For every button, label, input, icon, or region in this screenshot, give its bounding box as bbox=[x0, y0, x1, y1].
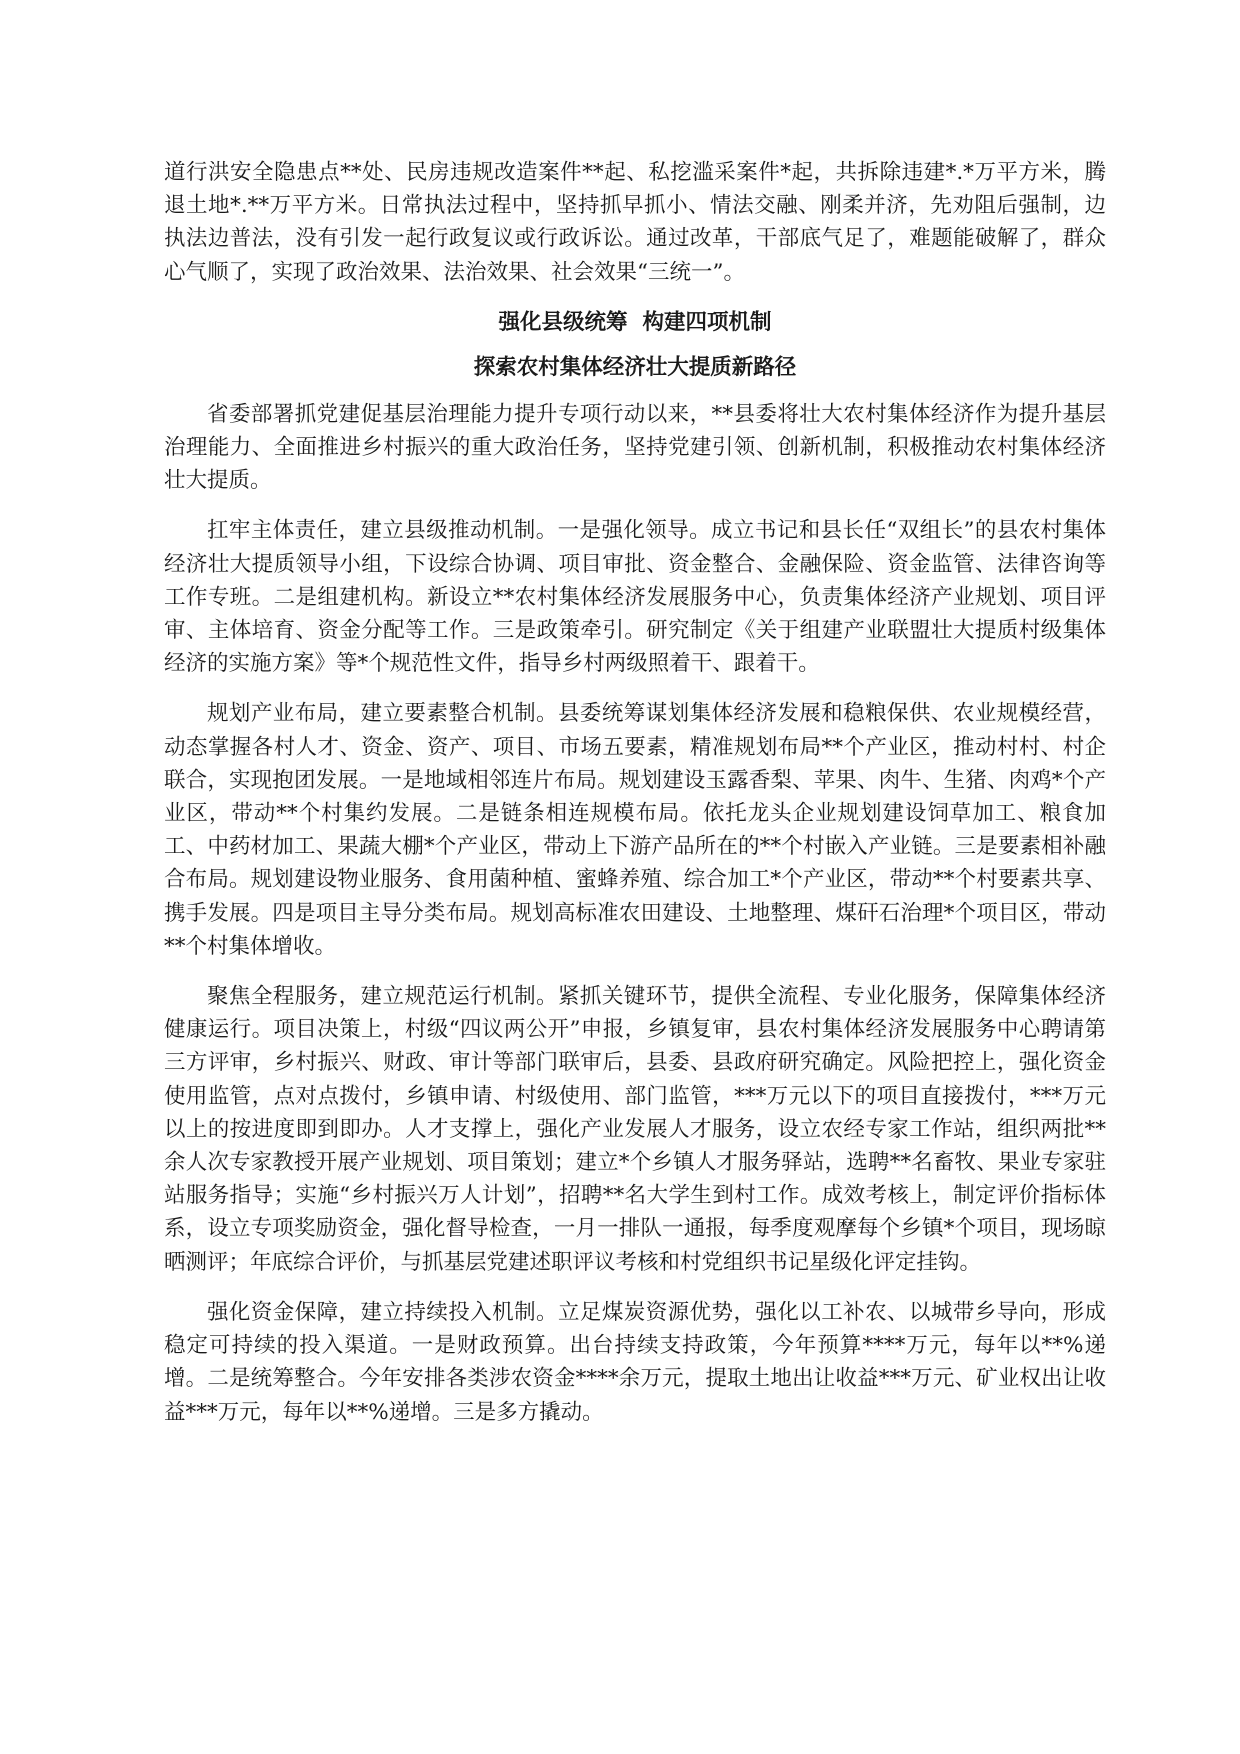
paragraph-funding: 强化资金保障，建立持续投入机制。立足煤炭资源优势，强化以工补农、以城带乡导向，形成稳定可持续的投入渠道。一是财政预算。出台持续支持政策，今年预算****万元，每年以**%递增。二是统筹整合。今年安排各类涉农资金****余万元，提取土地出让收益***万元、矿业权出让收益***万元，每年以**%递增。三是多方撬动。 bbox=[164, 1299, 1106, 1425]
document-body bbox=[164, 156, 1106, 1446]
paragraph-intro: 省委部署抓党建促基层治理能力提升专项行动以来，**县委将壮大农村集体经济作为提升基层治理能力、全面推进乡村振兴的重大政治任务，坚持党建引领、创新机制，积极推动农村集体经济壮大提质。 bbox=[164, 401, 1106, 494]
paragraph-full-service: 聚焦全程服务，建立规范运行机制。紧抓关键环节，提供全流程、专业化服务，保障集体经济健康运行。项目决策上，村级“四议两公开”申报，乡镇复审，县农村集体经济发展服务中心聘请第三方评审，乡村振兴、财政、审计等部门联审后，县委、县政府研究确定。风险把控上，强化资金使用监管，点对点拨付，乡镇申请、村级使用、部门监管，***万元以下的项目直接拨付，***万元以上的按进度即到即办。人才支撑上，强化产业发展人才服务，设立农经专家工作站，组织两批**余人次专家教授开展产业规划、项目策划；建立*个乡镇人才服务驿站，选聘**名畜牧、果业专家驻站服务指导；实施“乡村振兴万人计划”，招聘**名大学生到村工作。成效考核上，制定评价指标体系，设立专项奖励资金，强化督导检查，一月一排队一通报，每季度观摩每个乡镇*个项目，现场晾晒测评；年底综合评价，与抓基层党建述职评议考核和村党组织书记星级化评定挂钩。 bbox=[164, 984, 1106, 1275]
article-title-line-2: 探索农村集体经济壮大提质新路径 bbox=[473, 354, 797, 380]
paragraph-industry-layout: 规划产业布局，建立要素整合机制。县委统筹谋划集体经济发展和稳粮保供、农业规模经营，动态掌握各村人才、资金、资产、项目、市场五要素，精准规划布局**个产业区，推动村村、村企联合，实现抱团发展。一是地域相邻连片布局。规划建设玉露香梨、苹果、肉牛、生猪、肉鸡*个产业区，带动**个村集约发展。二是链条相连规模布局。依托龙头企业规划建设饲草加工、粮食加工、中药材加工、果蔬大棚*个产业区，带动上下游产品所在的**个村嵌入产业链。三是要素相补融合布局。规划建设物业服务、食用菌种植、蜜蜂养殖、综合加工*个产业区，带动**个村要素共享、携手发展。四是项目主导分类布局。规划高标准农田建设、土地整理、煤矸石治理*个项目区，带动**个村集体增收。 bbox=[164, 701, 1106, 959]
article-title-line-1: 强化县级统筹 构建四项机制 bbox=[498, 309, 772, 335]
continuation-paragraph: 道行洪安全隐患点**处、民房违规改造案件**起、私挖滥采案件*起，共拆除违建*.*万平方米，腾退土地*.**万平方米。日常执法过程中，坚持抓早抓小、情法交融、刚柔并济，先劝阻后强制，边执法边普法，没有引发一起行政复议或行政诉讼。通过改革，干部底气足了，难题能破解了，群众心气顺了，实现了政治效果、法治效果、社会效果“三统一”。 bbox=[164, 160, 1106, 285]
paragraph-responsibility: 扛牢主体责任，建立县级推动机制。一是强化领导。成立书记和县长任“双组长”的县农村集体经济壮大提质领导小组，下设综合协调、项目审批、资金整合、金融保险、资金监管、法律咨询等工作专班。二是组建机构。新设立**农村集体经济发展服务中心，负责集体经济产业规划、项目评审、主体培育、资金分配等工作。三是政策牵引。研究制定《关于组建产业联盟壮大提质村级集体经济的实施方案》等*个规范性文件，指导乡村两级照着干、跟着干。 bbox=[164, 518, 1106, 677]
